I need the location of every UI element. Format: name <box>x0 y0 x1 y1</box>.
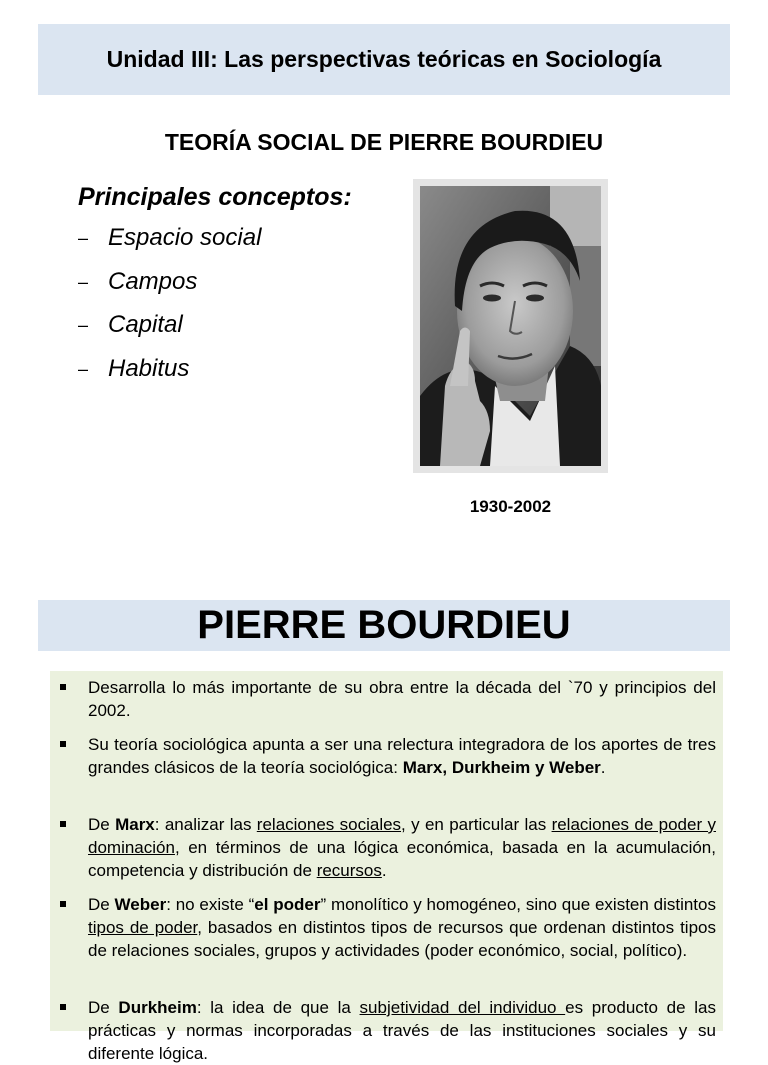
bullet-text: De Durkheim: la idea de que la subjetividad del individuo es producto de las prácticas y normas incorporadas a través de las instituciones sociales y su diferente lógica. <box>88 998 716 1063</box>
square-bullet-icon <box>60 684 66 690</box>
life-years: 1930-2002 <box>469 497 552 516</box>
dash-marker: – <box>78 228 89 248</box>
concept-item <box>78 308 398 352</box>
portrait-image <box>420 186 601 466</box>
unit-title: Unidad III: Las perspectivas teóricas en Sociología <box>106 46 662 72</box>
concept-label: Campos <box>108 267 198 295</box>
bullet-list <box>50 671 723 1063</box>
square-bullet-icon <box>60 1004 66 1010</box>
concepts-list <box>78 183 398 395</box>
square-bullet-icon <box>60 741 66 747</box>
dash-marker: – <box>78 271 89 292</box>
concept-label: Capital <box>108 311 183 338</box>
bullet-text: De Weber: no existe “el poder” monolítico y homogéneo, sino que existen distintos tipos de poder, basados en distintos tipos de recursos que ordenan distintos tipos de relaciones sociales, grupos y actividades (poder económico, social, político). <box>88 895 716 960</box>
portrait-photo <box>413 179 608 473</box>
concept-item <box>78 352 398 396</box>
bullet-text: Desarrolla lo más importante de su obra entre la década del `70 y principios del 2002. <box>88 678 716 720</box>
unit-title-banner <box>38 24 730 95</box>
bullet-text: Su teoría sociológica apunta a ser una relectura integradora de los aportes de tres grandes clásicos de la teoría sociológica: Marx, Durkheim y Weber. <box>88 735 716 777</box>
bullet-text: De Marx: analizar las relaciones sociales, y en particular las relaciones de poder y dominación, en términos de una lógica económica, basada en la acumulación, competencia y distribución de recursos. <box>88 815 716 880</box>
concept-item <box>78 265 398 309</box>
square-bullet-icon <box>60 821 66 827</box>
name-title: PIERRE BOURDIEU <box>197 603 571 647</box>
concept-label: Espacio social <box>108 224 262 251</box>
name-banner <box>38 600 730 651</box>
section-title: TEORÍA SOCIAL DE PIERRE BOURDIEU <box>164 129 604 155</box>
concept-label: Habitus <box>108 354 190 382</box>
dash-marker: – <box>78 358 89 379</box>
dash-marker: – <box>78 315 89 335</box>
concepts-heading: Principales conceptos: <box>78 183 352 211</box>
concept-item <box>78 221 398 265</box>
square-bullet-icon <box>60 901 66 907</box>
